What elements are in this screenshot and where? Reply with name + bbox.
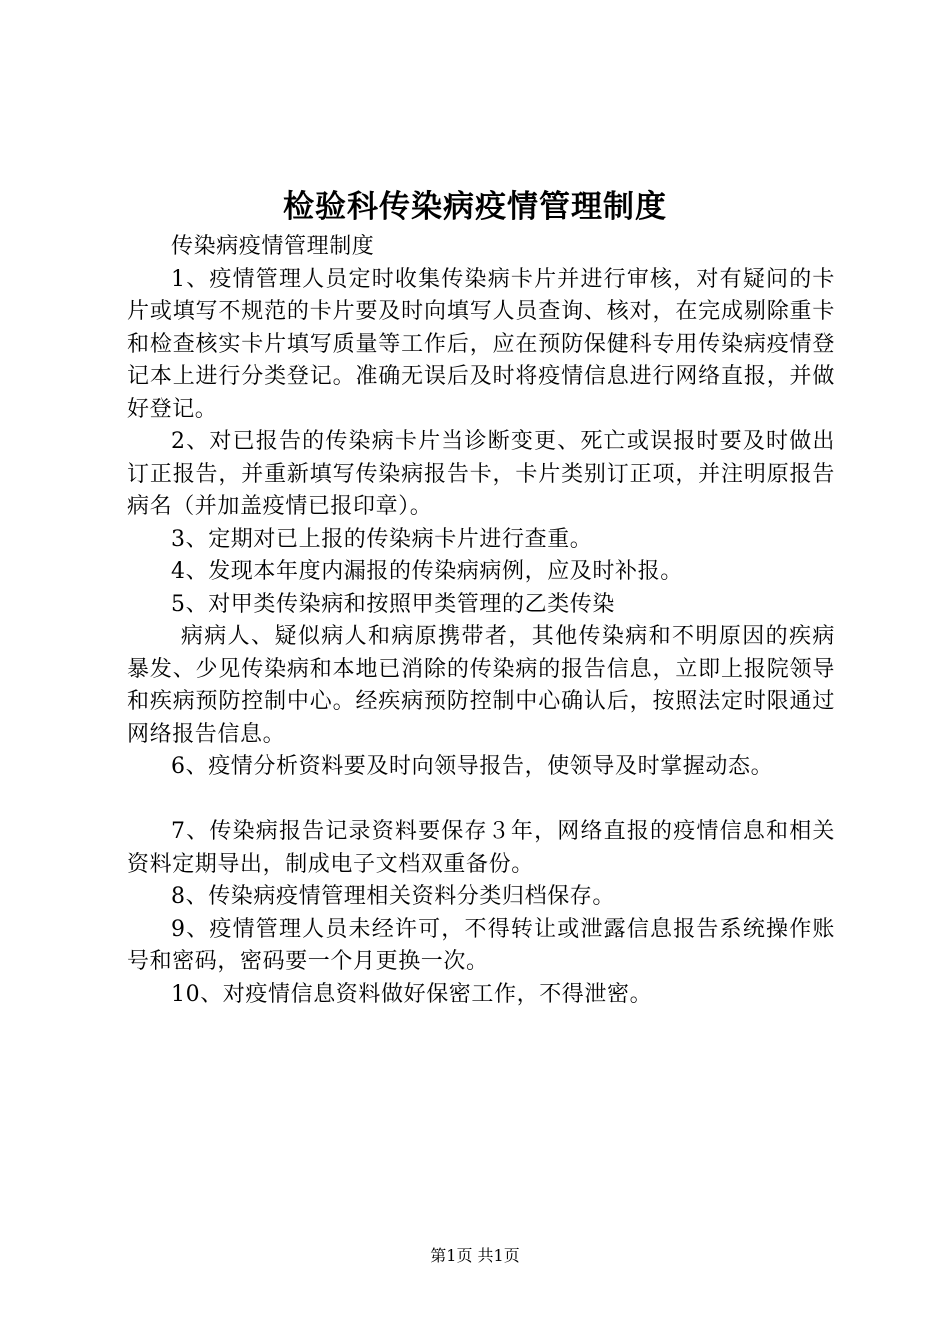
paragraph-1: 1、疫情管理人员定时收集传染病卡片并进行审核，对有疑问的卡片或填写不规范的卡片要及时向填写人员查询、核对，在完成剔除重卡和检查核实卡片填写质量等工作后，应在预防保健科专用传染病疫情登记本上进行分类登记。准确无误后及时将疫情信息进行网络直报，并做好登记。 — [127, 266, 835, 422]
paragraph-6: 6、疫情分析资料要及时向领导报告，使领导及时掌握动态。 — [171, 754, 774, 779]
paragraph-5-continued: 病病人、疑似病人和病原携带者，其他传染病和不明原因的疾病暴发、少见传染病和本地已消除的传染病的报告信息，立即上报院领导和疾病预防控制中心。经疾病预防控制中心确认后，按照法定时限通过网络报告信息。 — [127, 624, 835, 747]
paragraph-4: 4、发现本年度内漏报的传染病病例，应及时补报。 — [171, 559, 683, 584]
paragraph-3: 3、定期对已上报的传染病卡片进行查重。 — [171, 526, 593, 552]
document-subtitle: 传染病疫情管理制度 — [171, 234, 375, 259]
paragraph-10: 10、对疫情信息资料做好保密工作，不得泄密。 — [171, 981, 653, 1007]
paragraph-5: 5、对甲类传染病和按照甲类管理的乙类传染 — [171, 591, 615, 617]
document-title: 检验科传染病疫情管理制度 — [283, 189, 667, 225]
paragraph-8: 8、传染病疫情管理相关资料分类归档保存。 — [171, 884, 615, 909]
blank-line — [127, 784, 835, 817]
document-body — [127, 231, 835, 1011]
paragraph-2: 2、对已报告的传染病卡片当诊断变更、死亡或误报时要及时做出订正报告，并重新填写传染病报告卡，卡片类别订正项，并注明原报告病名（并加盖疫情已报印章）。 — [127, 429, 835, 519]
page-footer: 第1页 共1页 — [430, 1246, 520, 1265]
paragraph-9: 9、疫情管理人员未经许可，不得转让或泄露信息报告系统操作账号和密码，密码要一个月更换一次。 — [127, 916, 835, 974]
paragraph-7: 7、传染病报告记录资料要保存３年，网络直报的疫情信息和相关资料定期导出，制成电子文档双重备份。 — [127, 819, 835, 877]
